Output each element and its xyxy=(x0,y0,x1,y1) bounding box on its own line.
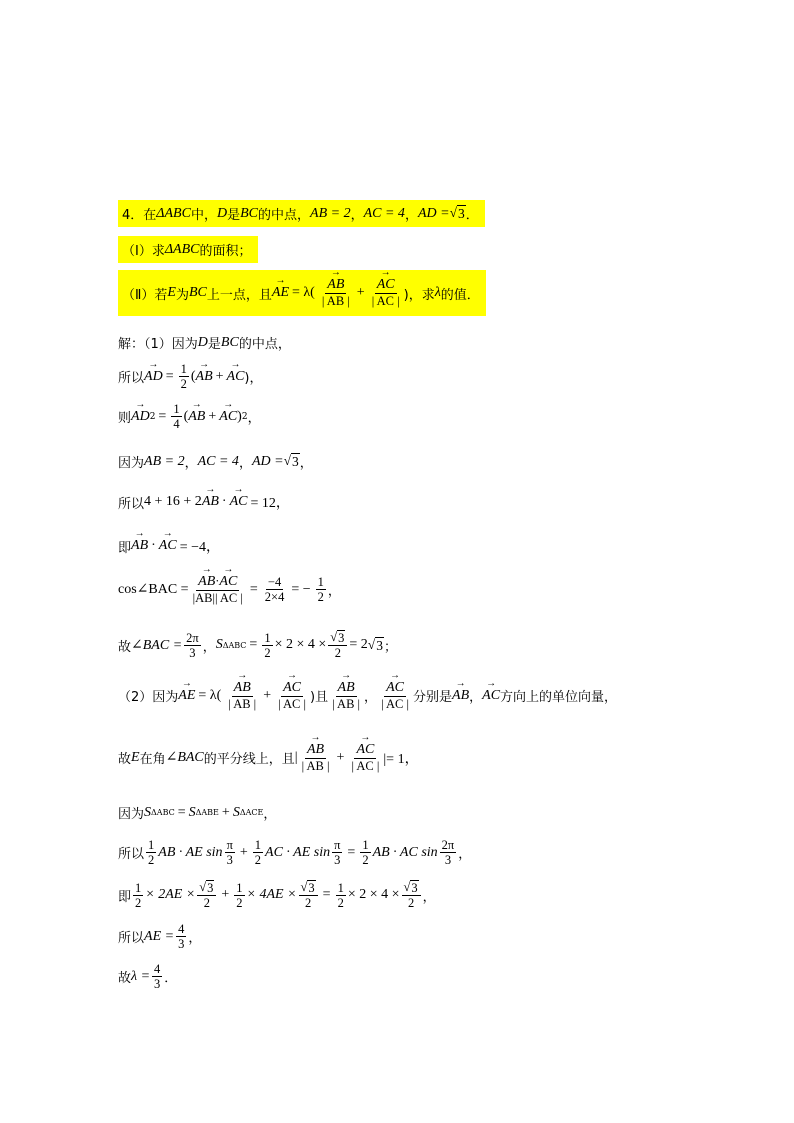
problem-part1: （Ⅰ）求 ΔABC 的面积； xyxy=(118,236,258,263)
solution-line-13: 即 $\frac{1}{2}$ × 2AE × √ 3 2 + $\frac{1}{2}$ × 4AE × √ 3 2 = $\frac{1}{2}$ × 2 × 4 × √ 3 2 ， xyxy=(118,880,436,911)
solution-line-10: 故 E 在角 ∠BAC 的平分线上，且 | → $\frac{AB}{| AB |}$ + → $\frac{AC}{| AC |}$ |= 1， xyxy=(118,742,419,773)
solution-line-15: 故 λ = $\frac{4}{3}$ ． xyxy=(118,962,178,992)
solution-line-6: 即 → AB · → AC = −4， xyxy=(118,536,220,556)
solution-line-5: 所以 4 + 16 + 2 → AB · → AC = 12， xyxy=(118,492,290,512)
solution-line-9: （2）因为 → AE = λ( → $\frac{AB}{| AB |}$ + → $\frac{AC}{| AC |}$ )且 → $\frac{AB}{| AB |}$ ， → $\frac{AC}{| AC |}$ 分别是 → AB ， → AC 方向上的单位向量， xyxy=(118,680,617,711)
solution-line-3: 则 → AD 2 = $\frac{1}{4}$ ( → AB + → AC ) 2 ， xyxy=(118,402,261,432)
solution-line-14: 所以 AE = $\frac{4}{3}$ ， xyxy=(118,922,202,952)
sqrt-3: √ 3 xyxy=(449,205,465,221)
solution-line-8: 故 ∠BAC = $\frac{2\pi}{3}$ ， S ΔABC = $\frac{1}{2}$ × 2 × 4 × √ 3 2 = 2 √ 3 ； xyxy=(118,630,397,661)
solution-line-12: 所以 $\frac{1}{2}$ AB · AE sin $\frac{\pi}{3}$ + $\frac{1}{2}$ AC · AE sin $\frac{\pi}{3}$ = $\frac{1}{2}$ AB · AC sin $\frac{2\pi}{3}$ ， xyxy=(118,838,472,868)
problem-part2: （Ⅱ）若 E 为 BC 上一点，且 → AE = λ( → $\frac{AB}{| AB |}$ + → $\frac{AC}{| AC |}$ )，求 λ 的值． xyxy=(118,270,486,316)
solution-line-4: 因为 AB = 2 ， AC = 4 ， AD = √ 3 ， xyxy=(118,453,313,471)
vector-ae: → AE xyxy=(272,285,289,301)
problem-stem: 4．在 ΔABC 中， D 是 BC 的中点， AB = 2 ， AC = 4 ， AD = √ 3 ． xyxy=(118,200,485,227)
solution-line-1: 解：（1）因为 D 是 BC 的中点， xyxy=(118,334,291,352)
unit-vector-ac: → $\frac{AC}{| AC |}$ xyxy=(370,277,402,308)
solution-line-7: cos∠BAC = → $\frac{AB\cdot\to AC}{|AB|| AC |}$ = $\frac{-4}{2\times 4}$ = − $\frac{1}{2}$ ， xyxy=(118,574,341,605)
solution-line-11: 因为 S ΔABC = S ΔABE + S ΔACE ， xyxy=(118,804,277,822)
solution-line-2: 所以 → AD = $\frac{1}{2}$ ( → AB + → AC )， xyxy=(118,362,263,392)
unit-vector-ab: → $\frac{AB}{| AB |}$ xyxy=(320,277,352,308)
